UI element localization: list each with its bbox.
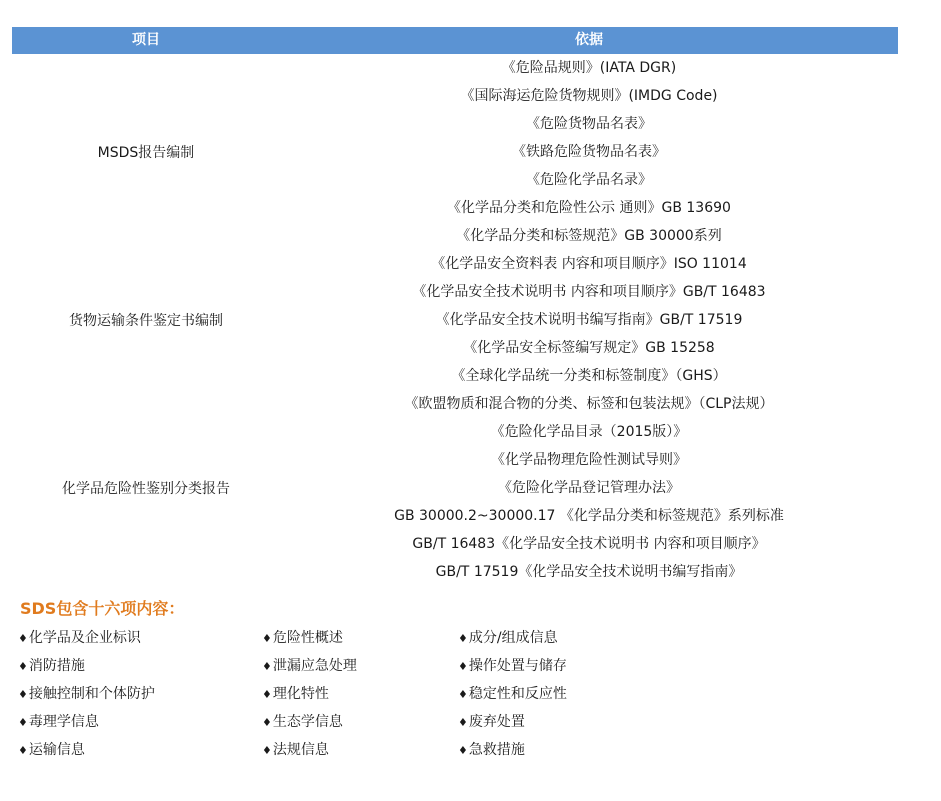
diamond-bullet-icon: ♦ (262, 688, 272, 701)
sds-item-label: 成分/组成信息 (468, 630, 558, 646)
header-item: 项目 (132, 32, 160, 48)
basis-line: 《危险品规则》(IATA DGR) (501, 60, 677, 76)
basis-line: 《化学品分类和危险性公示 通则》GB 13690 (447, 200, 731, 216)
sds-title: SDS包含十六项内容： (20, 599, 185, 618)
basis-line: 《化学品物理危险性测试导则》 (491, 452, 687, 468)
sds-item-label: 泄漏应急处理 (272, 658, 357, 674)
sds-item-label: 危险性概述 (272, 630, 343, 646)
sds-item (458, 652, 638, 680)
basis-line: 《危险货物品名表》 (526, 116, 652, 132)
basis-line: 《危险化学品名录》 (526, 172, 652, 188)
section-basis-list (280, 250, 898, 390)
section-item: 货物运输条件鉴定书编制 (69, 313, 223, 329)
sds-item (458, 624, 638, 652)
basis-line: 《化学品安全资料表 内容和项目顺序》ISO 11014 (431, 256, 747, 272)
sds-item (18, 680, 262, 708)
basis-line: GB/T 16483《化学品安全技术说明书 内容和项目顺序》 (412, 536, 766, 552)
basis-line: 《欧盟物质和混合物的分类、标签和包装法规》（CLP法规） (404, 396, 774, 412)
basis-line: 《危险化学品登记管理办法》 (498, 480, 680, 496)
sds-item-label: 生态学信息 (272, 714, 343, 730)
section-basis-list (280, 390, 898, 586)
section-item: 化学品危险性鉴别分类报告 (62, 481, 230, 497)
diamond-bullet-icon: ♦ (262, 660, 272, 673)
table-section (12, 54, 898, 250)
section-basis-list (280, 54, 898, 250)
diamond-bullet-icon: ♦ (18, 632, 28, 645)
diamond-bullet-icon: ♦ (458, 688, 468, 701)
basis-line: GB/T 17519《化学品安全技术说明书编写指南》 (435, 564, 743, 580)
diamond-bullet-icon: ♦ (18, 688, 28, 701)
diamond-bullet-icon: ♦ (262, 716, 272, 729)
header-basis: 依据 (575, 32, 603, 48)
diamond-bullet-icon: ♦ (458, 716, 468, 729)
table-section (12, 250, 898, 390)
basis-line: 《化学品安全技术说明书 内容和项目顺序》GB/T 16483 (412, 284, 766, 300)
diamond-bullet-icon: ♦ (18, 660, 28, 673)
sds-item-label: 稳定性和反应性 (468, 686, 567, 702)
sds-item-label: 废弃处置 (468, 714, 525, 730)
sds-item-label: 理化特性 (272, 686, 329, 702)
sds-item-label: 操作处置与储存 (468, 658, 567, 674)
sds-item (18, 624, 262, 652)
sds-row (18, 708, 638, 736)
diamond-bullet-icon: ♦ (262, 744, 272, 757)
sds-row (18, 680, 638, 708)
diamond-bullet-icon: ♦ (458, 660, 468, 673)
section-item: MSDS报告编制 (97, 145, 195, 161)
sds-row (18, 736, 638, 764)
sds-content-list (18, 624, 638, 764)
diamond-bullet-icon: ♦ (262, 632, 272, 645)
basis-line: 《化学品安全标签编写规定》GB 15258 (463, 340, 715, 356)
sds-item-label: 法规信息 (272, 742, 329, 758)
basis-line: 《化学品分类和标签规范》GB 30000系列 (456, 228, 722, 244)
basis-line: 《全球化学品统一分类和标签制度》（GHS） (451, 368, 727, 384)
basis-line: 《国际海运危险货物规则》(IMDG Code) (460, 88, 718, 104)
sds-item (18, 708, 262, 736)
sds-row (18, 624, 638, 652)
sds-item (458, 736, 638, 764)
sds-item (458, 680, 638, 708)
sds-item-label: 消防措施 (28, 658, 85, 674)
sds-item (262, 680, 458, 708)
diamond-bullet-icon: ♦ (458, 744, 468, 757)
diamond-bullet-icon: ♦ (18, 744, 28, 757)
diamond-bullet-icon: ♦ (458, 632, 468, 645)
standards-table (12, 27, 898, 586)
diamond-bullet-icon: ♦ (18, 716, 28, 729)
sds-item (262, 652, 458, 680)
table-header (12, 27, 898, 54)
sds-item-label: 毒理学信息 (28, 714, 99, 730)
sds-item (18, 652, 262, 680)
table-body (12, 54, 898, 586)
sds-item-label: 运输信息 (28, 742, 85, 758)
sds-item (262, 736, 458, 764)
basis-line: GB 30000.2~30000.17 《化学品分类和标签规范》系列标准 (394, 508, 784, 524)
sds-item-label: 化学品及企业标识 (28, 630, 141, 646)
table-section (12, 390, 898, 586)
sds-item-label: 接触控制和个体防护 (28, 686, 155, 702)
basis-line: 《化学品安全技术说明书编写指南》GB/T 17519 (435, 312, 743, 328)
sds-item (18, 736, 262, 764)
sds-item (262, 624, 458, 652)
sds-item (458, 708, 638, 736)
sds-item (262, 708, 458, 736)
sds-row (18, 652, 638, 680)
sds-item-label: 急救措施 (468, 742, 525, 758)
basis-line: 《铁路危险货物品名表》 (512, 144, 666, 160)
basis-line: 《危险化学品目录（2015版）》 (490, 424, 688, 440)
